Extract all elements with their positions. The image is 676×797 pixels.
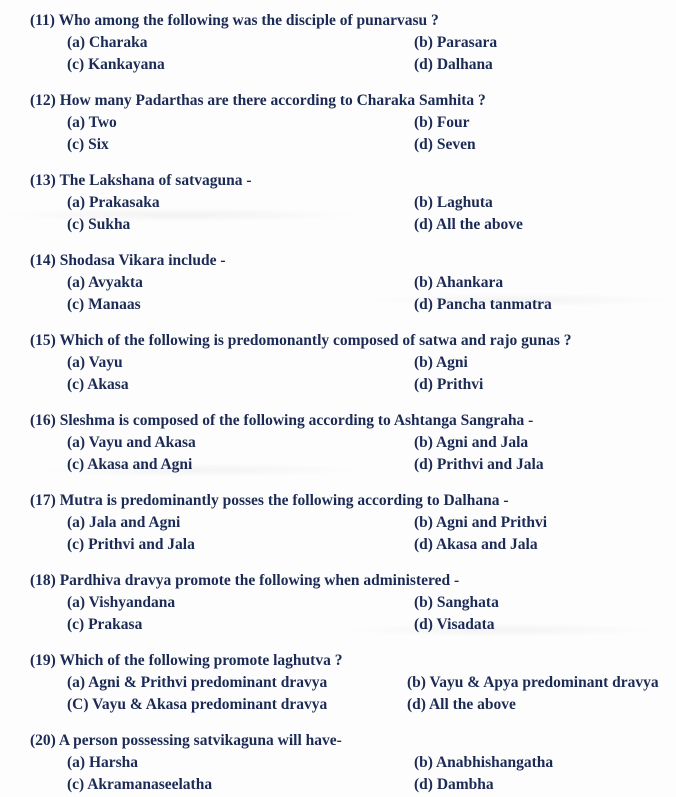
question-number: (20) <box>30 732 56 749</box>
option-b: (b) Four <box>414 114 470 131</box>
option-c: (c) Akasa and Agni <box>67 456 193 473</box>
question-text: How many Padarthas are there according to Charaka Samhita ? <box>59 92 486 109</box>
question-number: (18) <box>30 572 56 589</box>
question-number: (16) <box>30 412 56 429</box>
option-d: (d) Visadata <box>414 616 495 633</box>
question-number: (17) <box>30 492 56 509</box>
option-a: (a) Charaka <box>67 34 148 51</box>
question-text: Shodasa Vikara include - <box>59 252 226 269</box>
option-b: (b) Vayu & Apya predominant dravya <box>407 674 659 691</box>
question-number: (12) <box>30 92 56 109</box>
option-d: (d) Prithvi and Jala <box>414 456 544 473</box>
option-b: (b) Sanghata <box>414 594 499 611</box>
question-20-header <box>30 730 666 752</box>
option-d: (d) Prithvi <box>414 376 484 393</box>
option-a: (a) Two <box>67 114 117 131</box>
question-15-header <box>30 330 666 352</box>
question-18 <box>30 570 666 636</box>
question-19 <box>30 650 666 716</box>
question-number: (14) <box>30 252 56 269</box>
question-16-header <box>30 410 666 432</box>
question-18-header <box>30 570 666 592</box>
question-11-header <box>30 10 666 32</box>
option-a: (a) Harsha <box>67 754 139 771</box>
question-text: A person possessing satvikaguna will have- <box>58 732 342 749</box>
option-c: (c) Kankayana <box>67 56 165 73</box>
option-c: (c) Akasa <box>67 376 129 393</box>
question-11 <box>30 10 666 76</box>
option-c: (c) Six <box>67 136 109 153</box>
question-20-options <box>30 752 666 796</box>
question-12-header <box>30 90 666 112</box>
question-15-options <box>30 352 666 396</box>
question-text: Sleshma is composed of the following according to Ashtanga Sangraha - <box>59 412 534 429</box>
option-a: (a) Prakasaka <box>67 194 160 211</box>
question-16-options <box>30 432 666 476</box>
question-17 <box>30 490 666 556</box>
option-c: (c) Prithvi and Jala <box>67 536 195 553</box>
option-b: (b) Anabhishangatha <box>414 754 554 771</box>
option-d: (d) Seven <box>414 136 476 153</box>
option-c: (c) Sukha <box>67 216 131 233</box>
question-number: (13) <box>30 172 56 189</box>
question-13-header <box>30 170 666 192</box>
question-19-options <box>30 672 666 716</box>
option-c: (c) Manaas <box>67 296 141 313</box>
question-12 <box>30 90 666 156</box>
question-20 <box>30 730 666 796</box>
option-a: (a) Vayu and Akasa <box>67 434 196 451</box>
option-b: (b) Laghuta <box>414 194 493 211</box>
option-b: (b) Ahankara <box>414 274 504 291</box>
question-16 <box>30 410 666 476</box>
question-number: (11) <box>30 12 55 29</box>
question-number: (19) <box>30 652 56 669</box>
option-a: (a) Vayu <box>67 354 123 371</box>
option-b: (b) Parasara <box>414 34 498 51</box>
question-14-header <box>30 250 666 272</box>
option-c: (c) Akramanaseelatha <box>67 776 213 793</box>
option-a: (a) Jala and Agni <box>67 514 181 531</box>
option-a: (a) Vishyandana <box>67 594 176 611</box>
question-14 <box>30 250 666 316</box>
question-14-options <box>30 272 666 316</box>
option-d: (d) All the above <box>414 216 523 233</box>
option-d: (d) All the above <box>407 696 516 713</box>
option-d: (d) Pancha tanmatra <box>414 296 552 313</box>
option-d: (d) Dalhana <box>414 56 493 73</box>
question-15 <box>30 330 666 396</box>
option-b: (b) Agni and Prithvi <box>414 514 548 531</box>
question-17-header <box>30 490 666 512</box>
question-17-options <box>30 512 666 556</box>
option-d: (d) Dambha <box>414 776 494 793</box>
question-11-options <box>30 32 666 76</box>
option-b: (b) Agni <box>414 354 468 371</box>
option-d: (d) Akasa and Jala <box>414 536 538 553</box>
question-text: Who among the following was the disciple of punarvasu ? <box>58 12 439 29</box>
question-text: Mutra is predominantly posses the following according to Dalhana - <box>59 492 509 509</box>
question-text: The Lakshana of satvaguna - <box>59 172 252 189</box>
option-b: (b) Agni and Jala <box>414 434 529 451</box>
question-text: Which of the following is predomonantly composed of satwa and rajo gunas ? <box>59 332 572 349</box>
question-19-header <box>30 650 666 672</box>
option-c: (c) Prakasa <box>67 616 143 633</box>
option-a: (a) Agni & Prithvi predominant dravya <box>67 674 328 691</box>
question-12-options <box>30 112 666 156</box>
question-number: (15) <box>30 332 56 349</box>
question-text: Pardhiva dravya promote the following when administered - <box>59 572 460 589</box>
question-13-options <box>30 192 666 236</box>
option-c: (C) Vayu & Akasa predominant dravya <box>67 696 328 713</box>
question-18-options <box>30 592 666 636</box>
question-text: Which of the following promote laghutva ? <box>59 652 343 669</box>
question-13 <box>30 170 666 236</box>
option-a: (a) Avyakta <box>67 274 143 291</box>
